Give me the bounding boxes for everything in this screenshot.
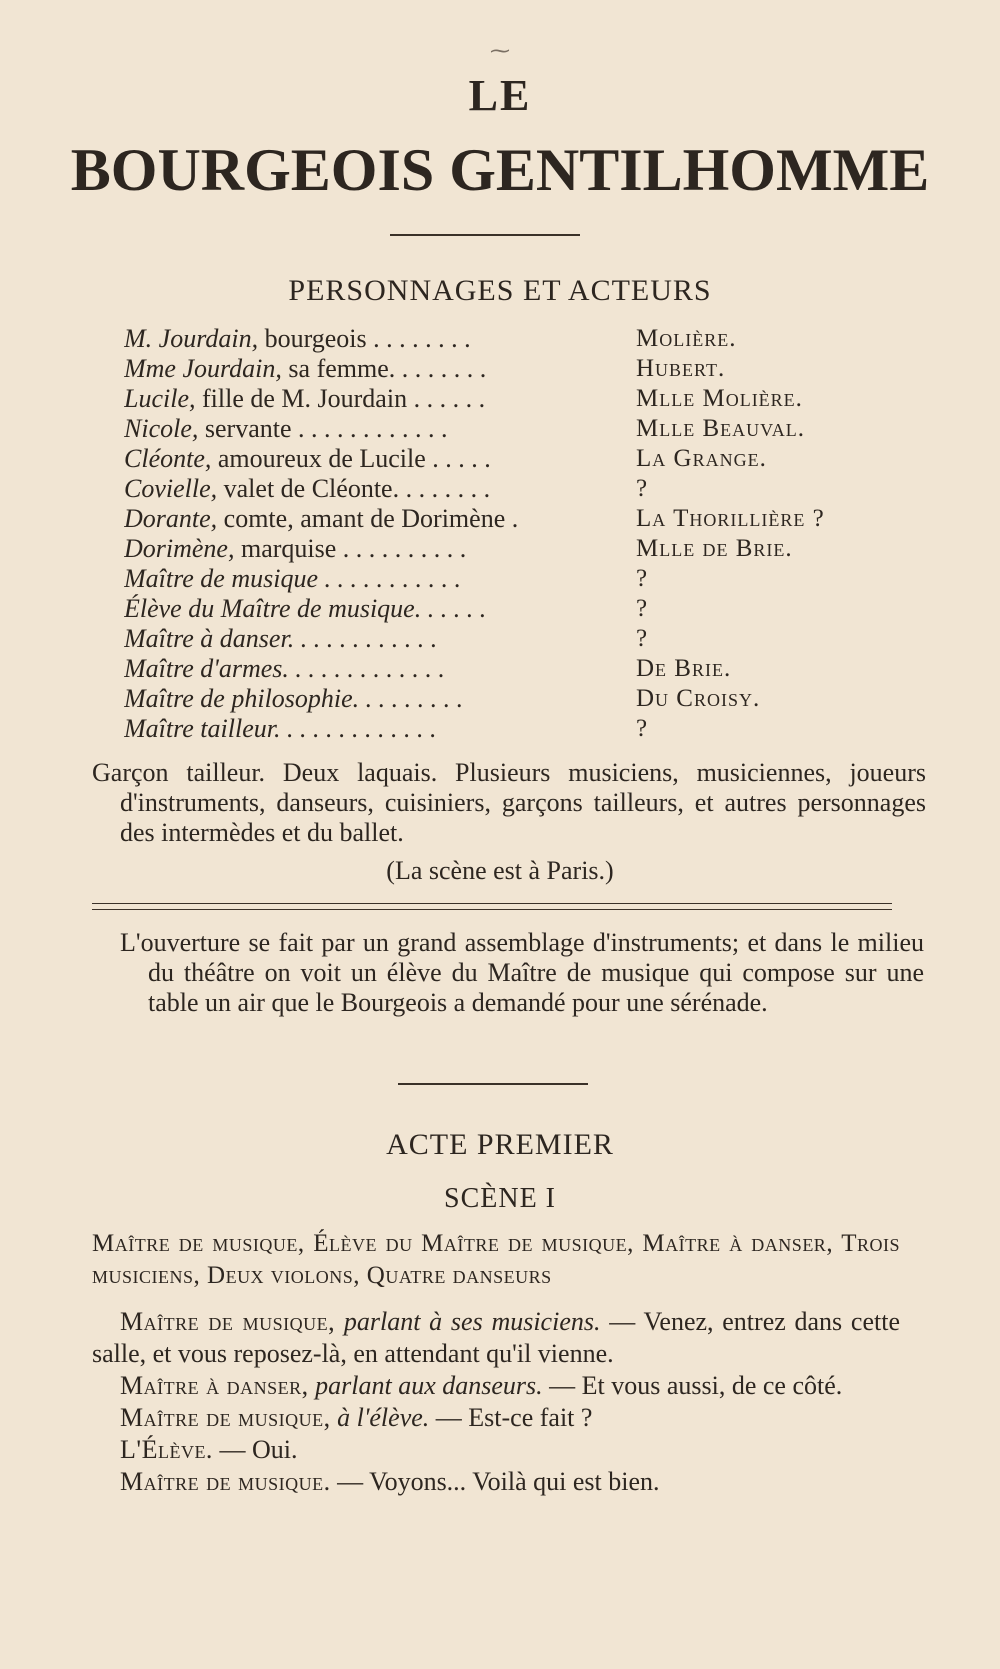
dialogue-line: Maître de musique. — Voyons... Voilà qui est bien. <box>120 1467 660 1496</box>
cast-row: Maître d'armes. . . . . . . . . . . . . De Brie. <box>124 654 732 683</box>
actor-name: ? <box>636 475 649 502</box>
dialogue-line: Maître à danser, parlant aux danseurs. — Et vous aussi, de ce côté. <box>120 1371 843 1400</box>
cast-row: Dorante, comte, amant de Dorimène . La Thorillière ? <box>124 504 825 533</box>
cast-row: Maître tailleur. . . . . . . . . . . . . ? <box>124 714 649 743</box>
actor-name: Molière. <box>636 325 737 352</box>
cast-heading: PERSONNAGES ET ACTEURS <box>288 274 712 307</box>
actor-name: Du Croisy. <box>636 685 761 712</box>
actor-name: ? <box>636 625 649 652</box>
cast-row: Élève du Maître de musique. . . . . . ? <box>124 594 649 623</box>
actor-name: Mlle de Brie. <box>636 535 793 562</box>
cast-row: Mme Jourdain, sa femme. . . . . . . . Hubert. <box>124 354 726 383</box>
actor-name: La Thorillière ? <box>636 505 825 532</box>
dialogue-line: Maître de musique, à l'élève. — Est-ce fait ? <box>120 1403 593 1432</box>
scene-setting: (La scène est à Paris.) <box>386 856 614 885</box>
cast-row: Lucile, fille de M. Jourdain . . . . . . Mlle Molière. <box>124 384 803 413</box>
cast-row: Maître à danser. . . . . . . . . . . . ? <box>124 624 649 653</box>
actor-name: ? <box>636 595 649 622</box>
scene-title: SCÈNE I <box>444 1183 556 1214</box>
page-title: BOURGEOIS GENTILHOMME <box>70 137 930 203</box>
cast-list <box>124 324 884 744</box>
dialogue-line: L'Élève. — Oui. <box>120 1435 298 1464</box>
cast-row: Dorimène, marquise . . . . . . . . . . Mlle de Brie. <box>124 534 793 563</box>
title-rule <box>390 234 580 236</box>
cast-row: Maître de philosophie. . . . . . . . . Du Croisy. <box>124 684 761 713</box>
cast-row: Maître de musique . . . . . . . . . . . ? <box>124 564 649 593</box>
cast-row: Cléonte, amoureux de Lucile . . . . . La Grange. <box>124 444 767 473</box>
scene-characters: Maître de musique, Élève du Maître de musique, Maître à danser, Trois musiciens, Deux violons, Quatre danseurs <box>92 1230 900 1289</box>
actor-name: ? <box>636 565 649 592</box>
dialogue <box>92 1306 900 1498</box>
ornament-mark: ⁓ <box>490 40 510 62</box>
actor-name: Mlle Molière. <box>636 385 803 412</box>
title-article: LE <box>468 71 532 120</box>
section-rule <box>398 1083 588 1085</box>
actor-name: ? <box>636 715 649 742</box>
double-divider <box>92 903 892 910</box>
dialogue-line: Maître de musique, parlant à ses musiciens. — Venez, entrez dans cette salle, et vous reposez-là, en attendant qu'il vienne. <box>92 1307 900 1368</box>
cast-row: Covielle, valet de Cléonte. . . . . . . . ? <box>124 474 649 503</box>
actor-name: La Grange. <box>636 445 767 472</box>
act-title: ACTE PREMIER <box>386 1128 614 1161</box>
other-characters: Garçon tailleur. Deux laquais. Plusieurs musiciens, musiciennes, joueurs d'instruments, danseurs, cuisiniers, garçons tailleurs, et autres personnages des intermèdes et du ballet. <box>92 758 926 847</box>
cast-row: M. Jourdain, bourgeois . . . . . . . . Molière. <box>124 324 737 353</box>
overture-text: L'ouverture se fait par un grand assemblage d'instruments; et dans le milieu du théâtre on voit un élève du Maître de musique qui compose sur une table un air que le Bourgeois a demandé pour une sérénade. <box>120 928 924 1017</box>
actor-name: Mlle Beauval. <box>636 415 806 442</box>
cast-row: Nicole, servante . . . . . . . . . . . . Mlle Beauval. <box>124 414 806 443</box>
actor-name: Hubert. <box>636 355 726 382</box>
actor-name: De Brie. <box>636 655 732 682</box>
